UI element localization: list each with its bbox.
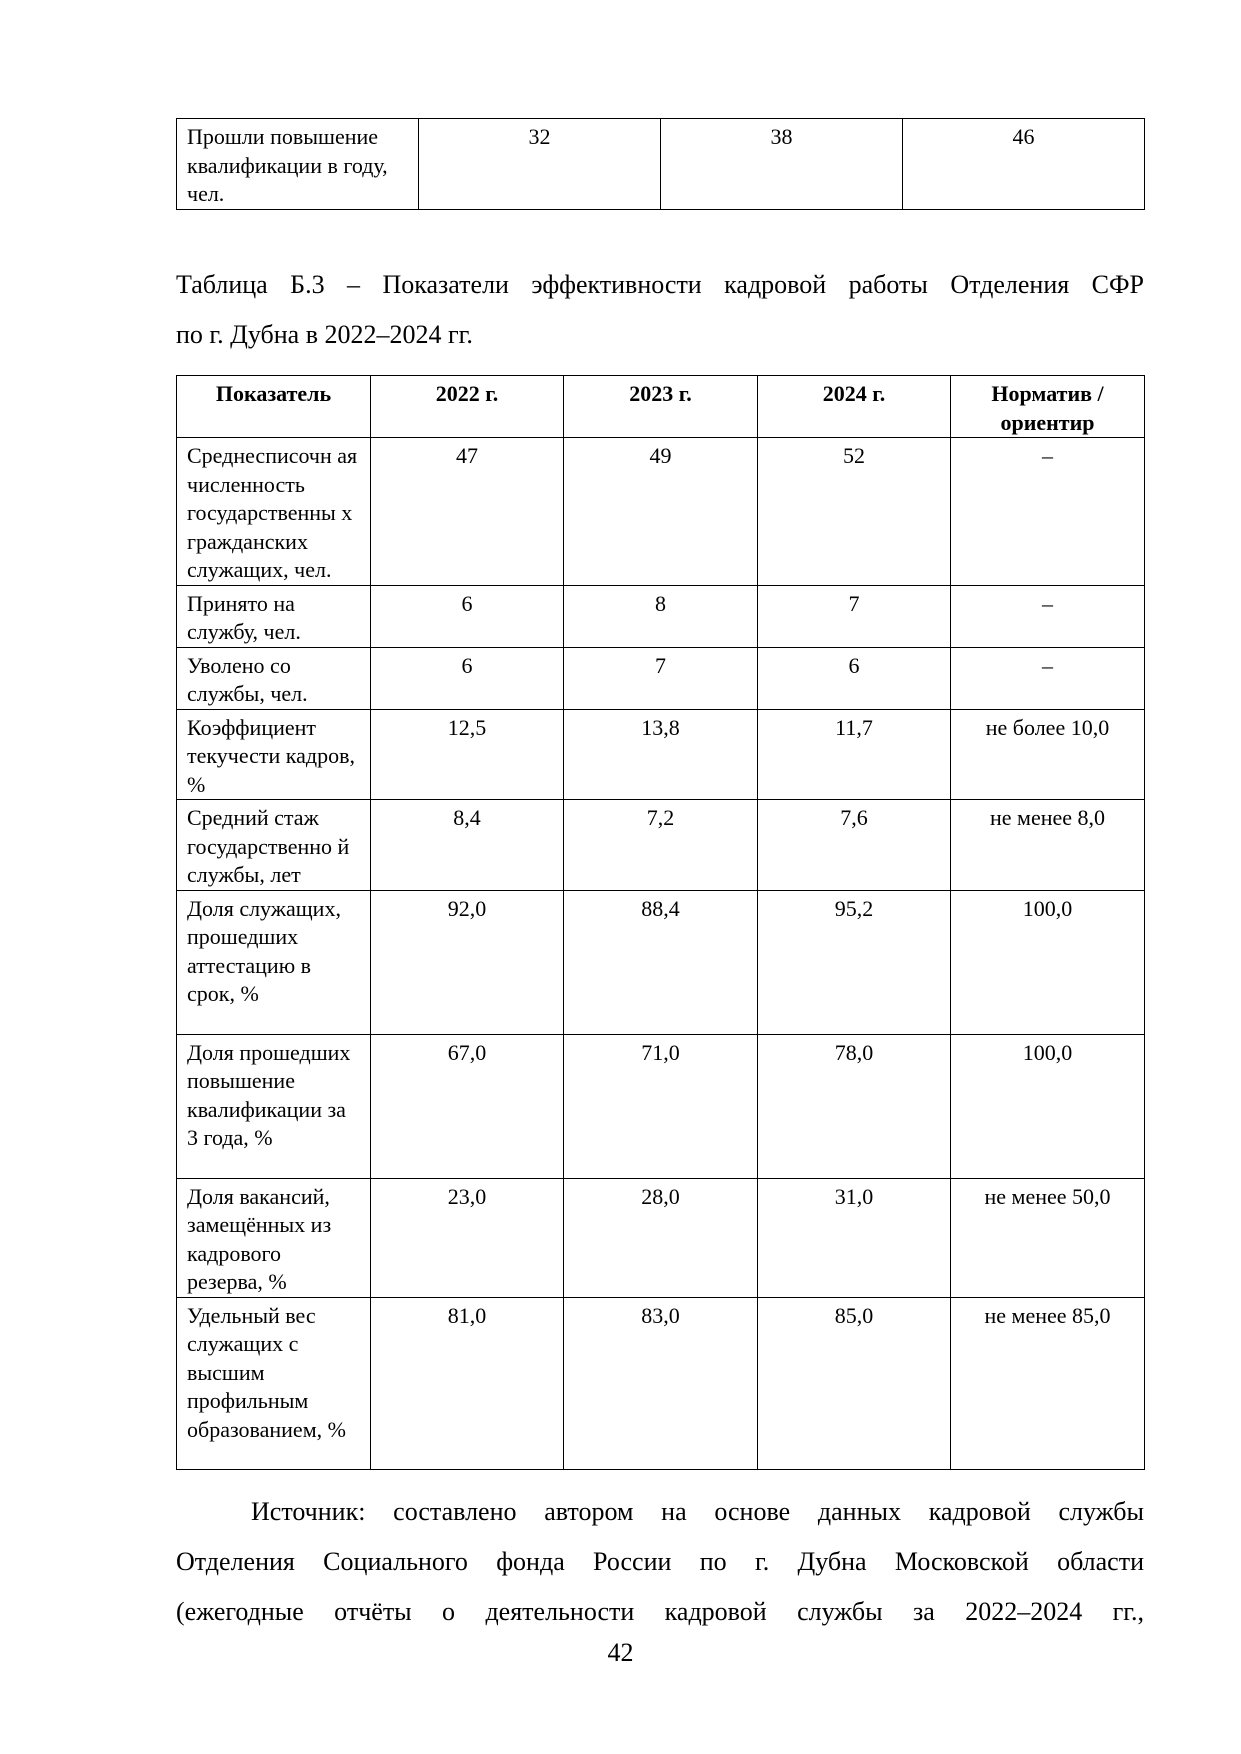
cell-norm: 100,0 <box>951 1034 1145 1178</box>
header-indicator: Показатель <box>177 376 371 438</box>
cell-2023: 13,8 <box>564 709 758 800</box>
cell-2024: 11,7 <box>758 709 951 800</box>
table-caption-line-1: Таблица Б.3 – Показатели эффективности кадровой работы Отделения СФР <box>176 270 1144 299</box>
table-caption-line-2: по г. Дубна в 2022–2024 гг. <box>176 320 473 349</box>
source-line-2: Отделения Социального фонда России по г. Дубна Московской области <box>176 1547 1144 1576</box>
header-norm: Норматив / ориентир <box>951 376 1145 438</box>
cell-2022: 92,0 <box>371 890 564 1034</box>
cell-2022: 6 <box>371 647 564 709</box>
row-label: Доля служащих, прошедших аттестацию в срок, % <box>177 890 371 1034</box>
cell-norm: – <box>951 647 1145 709</box>
cell-2023: 7,2 <box>564 800 758 891</box>
row-label: Доля прошедших повышение квалификации за 3 года, % <box>177 1034 371 1178</box>
cell-2023: 28,0 <box>564 1178 758 1297</box>
cell-2022: 23,0 <box>371 1178 564 1297</box>
row-label: Средний стаж государственно й службы, лет <box>177 800 371 891</box>
cell-2023: 8 <box>564 585 758 647</box>
header-2022: 2022 г. <box>371 376 564 438</box>
cell-2024: 85,0 <box>758 1297 951 1469</box>
row-label: Уволено со службы, чел. <box>177 647 371 709</box>
cell-2024: 78,0 <box>758 1034 951 1178</box>
cell-2023: 71,0 <box>564 1034 758 1178</box>
table-row <box>177 438 1145 586</box>
table-row <box>177 1297 1145 1469</box>
row-label: Прошли повышение квалификации в году, чел. <box>177 119 419 210</box>
cell-2022: 32 <box>419 119 661 210</box>
table-row <box>177 647 1145 709</box>
continued-table <box>176 118 1145 210</box>
cell-norm: не более 10,0 <box>951 709 1145 800</box>
cell-2023: 83,0 <box>564 1297 758 1469</box>
header-2023: 2023 г. <box>564 376 758 438</box>
cell-2022: 6 <box>371 585 564 647</box>
row-label: Коэффициент текучести кадров, % <box>177 709 371 800</box>
cell-2022: 12,5 <box>371 709 564 800</box>
source-line-3: (ежегодные отчёты о деятельности кадровой службы за 2022–2024 гг., <box>176 1597 1144 1626</box>
row-label: Удельный вес служащих с высшим профильным образованием, % <box>177 1297 371 1469</box>
cell-norm: не менее 8,0 <box>951 800 1145 891</box>
table-row <box>177 119 1145 210</box>
source-line-1: Источник: составлено автором на основе данных кадровой службы <box>251 1497 1144 1526</box>
row-label: Доля вакансий, замещённых из кадрового резерва, % <box>177 1178 371 1297</box>
table-row <box>177 1178 1145 1297</box>
cell-norm: – <box>951 438 1145 586</box>
cell-2023: 7 <box>564 647 758 709</box>
cell-norm: не менее 50,0 <box>951 1178 1145 1297</box>
table-row <box>177 585 1145 647</box>
cell-2022: 47 <box>371 438 564 586</box>
cell-norm: 100,0 <box>951 890 1145 1034</box>
table-row <box>177 890 1145 1034</box>
table-row <box>177 709 1145 800</box>
cell-2022: 81,0 <box>371 1297 564 1469</box>
row-label: Среднесписочн ая численность государственны х гражданских служащих, чел. <box>177 438 371 586</box>
cell-2024: 31,0 <box>758 1178 951 1297</box>
cell-norm: – <box>951 585 1145 647</box>
cell-2024: 7 <box>758 585 951 647</box>
cell-2024: 46 <box>903 119 1145 210</box>
cell-2023: 49 <box>564 438 758 586</box>
cell-2024: 95,2 <box>758 890 951 1034</box>
cell-2023: 38 <box>661 119 903 210</box>
page-number: 42 <box>607 1638 634 1667</box>
cell-2022: 8,4 <box>371 800 564 891</box>
cell-2024: 6 <box>758 647 951 709</box>
cell-norm: не менее 85,0 <box>951 1297 1145 1469</box>
row-label: Принято на службу, чел. <box>177 585 371 647</box>
cell-2023: 88,4 <box>564 890 758 1034</box>
cell-2024: 52 <box>758 438 951 586</box>
indicators-table <box>176 375 1145 1470</box>
table-header-row <box>177 376 1145 438</box>
table-row <box>177 1034 1145 1178</box>
header-2024: 2024 г. <box>758 376 951 438</box>
cell-2024: 7,6 <box>758 800 951 891</box>
table-row <box>177 800 1145 891</box>
cell-2022: 67,0 <box>371 1034 564 1178</box>
